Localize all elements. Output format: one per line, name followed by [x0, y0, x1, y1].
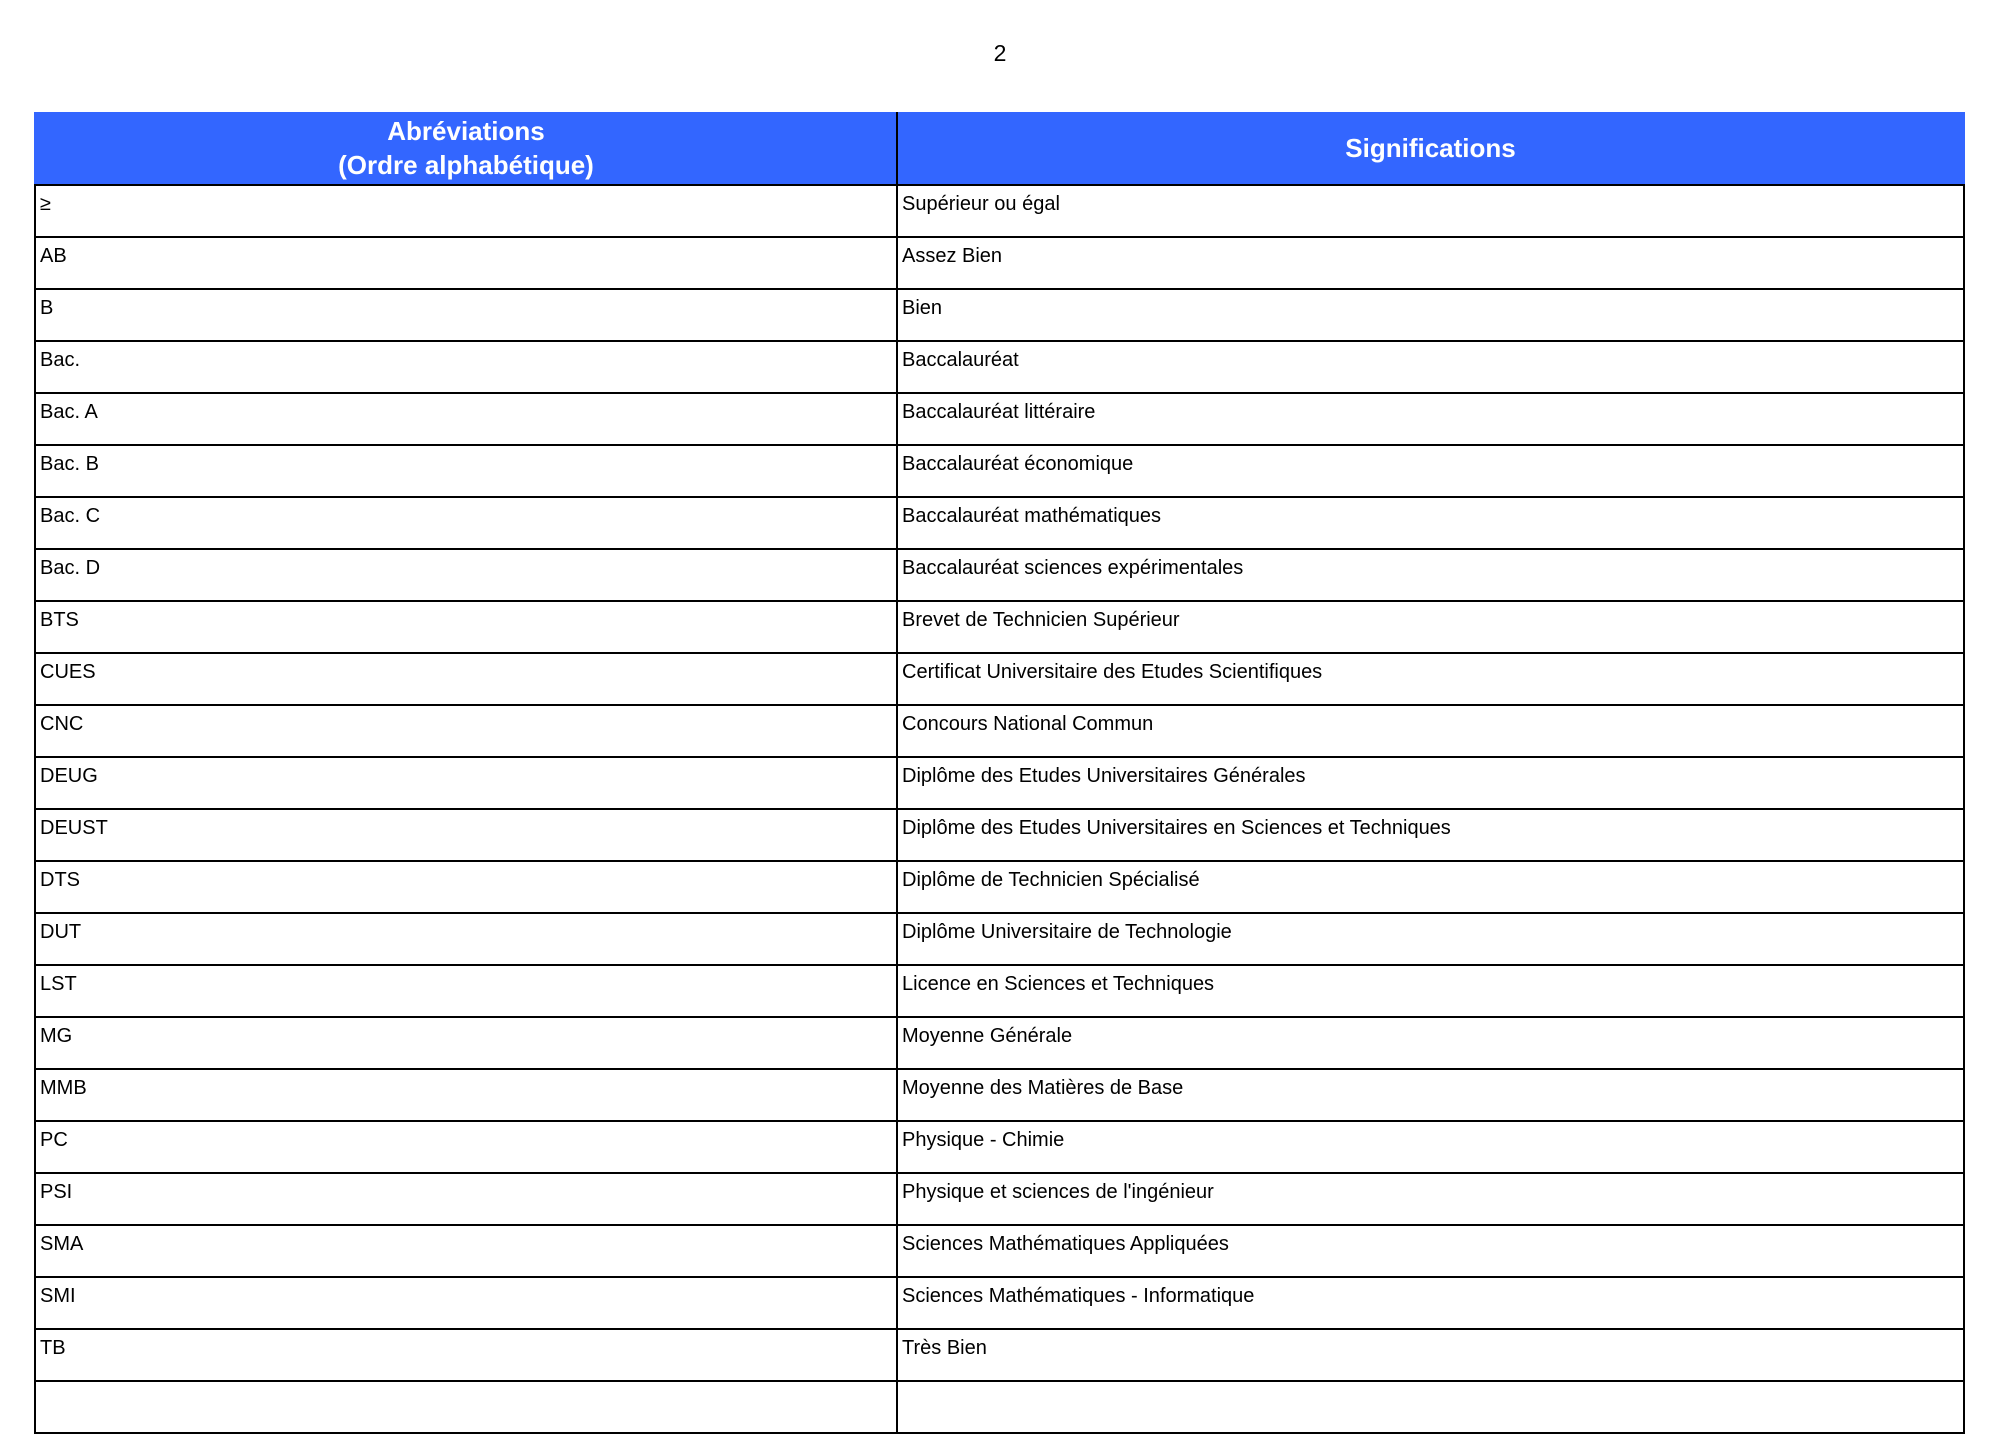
abbreviation-cell: DEUST — [35, 809, 897, 861]
meaning-cell: Moyenne Générale — [897, 1017, 1964, 1069]
table-row — [35, 1225, 1964, 1277]
table-row — [35, 1329, 1964, 1381]
header-abbreviations-title: Abréviations — [387, 116, 545, 146]
abbreviation-cell: BTS — [35, 601, 897, 653]
meaning-cell: Sciences Mathématiques Appliquées — [897, 1225, 1964, 1277]
abbreviation-cell: SMA — [35, 1225, 897, 1277]
abbreviation-cell: Bac. B — [35, 445, 897, 497]
abbreviation-cell: Bac. D — [35, 549, 897, 601]
abbreviation-cell: PC — [35, 1121, 897, 1173]
abbreviation-cell: Bac. — [35, 341, 897, 393]
meaning-cell: Licence en Sciences et Techniques — [897, 965, 1964, 1017]
meaning-cell: Moyenne des Matières de Base — [897, 1069, 1964, 1121]
table-row — [35, 1069, 1964, 1121]
meaning-cell: Physique - Chimie — [897, 1121, 1964, 1173]
page-number: 2 — [993, 40, 1007, 66]
table-row — [35, 445, 1964, 497]
abbreviation-cell: TB — [35, 1329, 897, 1381]
table-row — [35, 237, 1964, 289]
meaning-cell: Baccalauréat sciences expérimentales — [897, 549, 1964, 601]
meaning-cell: Concours National Commun — [897, 705, 1964, 757]
meaning-cell: Diplôme Universitaire de Technologie — [897, 913, 1964, 965]
abbreviation-cell: DTS — [35, 861, 897, 913]
meaning-cell — [897, 1381, 1964, 1433]
table-row — [35, 965, 1964, 1017]
meaning-cell: Bien — [897, 289, 1964, 341]
table-row — [35, 1017, 1964, 1069]
abbreviation-cell: Bac. C — [35, 497, 897, 549]
table-row — [35, 601, 1964, 653]
table-row — [35, 185, 1964, 237]
table-row — [35, 653, 1964, 705]
meaning-cell: Certificat Universitaire des Etudes Scientifiques — [897, 653, 1964, 705]
meaning-cell: Assez Bien — [897, 237, 1964, 289]
meaning-cell: Supérieur ou égal — [897, 185, 1964, 237]
meaning-cell: Baccalauréat mathématiques — [897, 497, 1964, 549]
abbreviation-cell: Bac. A — [35, 393, 897, 445]
table-row — [35, 1121, 1964, 1173]
table-row — [35, 1173, 1964, 1225]
table-row — [35, 497, 1964, 549]
abbreviation-cell: ≥ — [35, 185, 897, 237]
meaning-cell: Diplôme des Etudes Universitaires en Sciences et Techniques — [897, 809, 1964, 861]
meaning-cell: Diplôme des Etudes Universitaires Générales — [897, 757, 1964, 809]
meaning-cell: Baccalauréat — [897, 341, 1964, 393]
abbreviations-table — [34, 112, 1965, 1434]
abbreviation-cell: DUT — [35, 913, 897, 965]
table-row — [35, 705, 1964, 757]
meaning-cell: Brevet de Technicien Supérieur — [897, 601, 1964, 653]
abbreviation-cell: AB — [35, 237, 897, 289]
meaning-cell: Diplôme de Technicien Spécialisé — [897, 861, 1964, 913]
header-abbreviations — [35, 112, 897, 185]
table-row — [35, 861, 1964, 913]
table-row — [35, 809, 1964, 861]
table-row — [35, 289, 1964, 341]
table-row — [35, 341, 1964, 393]
meaning-cell: Sciences Mathématiques - Informatique — [897, 1277, 1964, 1329]
table-row — [35, 1277, 1964, 1329]
abbreviation-cell — [35, 1381, 897, 1433]
abbreviation-cell: LST — [35, 965, 897, 1017]
abbreviation-cell: DEUG — [35, 757, 897, 809]
table-header-row — [35, 112, 1964, 185]
meaning-cell: Baccalauréat littéraire — [897, 393, 1964, 445]
meaning-cell: Très Bien — [897, 1329, 1964, 1381]
table-row — [35, 393, 1964, 445]
abbreviation-cell: PSI — [35, 1173, 897, 1225]
header-meanings: Significations — [897, 112, 1964, 185]
header-abbreviations-subtitle: (Ordre alphabétique) — [338, 150, 594, 180]
abbreviation-cell: MMB — [35, 1069, 897, 1121]
abbreviation-cell: MG — [35, 1017, 897, 1069]
abbreviation-cell: CNC — [35, 705, 897, 757]
table-row — [35, 1381, 1964, 1433]
abbreviation-cell: SMI — [35, 1277, 897, 1329]
meaning-cell: Physique et sciences de l'ingénieur — [897, 1173, 1964, 1225]
table-row — [35, 549, 1964, 601]
abbreviation-cell: CUES — [35, 653, 897, 705]
meaning-cell: Baccalauréat économique — [897, 445, 1964, 497]
table-row — [35, 913, 1964, 965]
abbreviation-cell: B — [35, 289, 897, 341]
table-body — [35, 185, 1964, 1433]
table-row — [35, 757, 1964, 809]
